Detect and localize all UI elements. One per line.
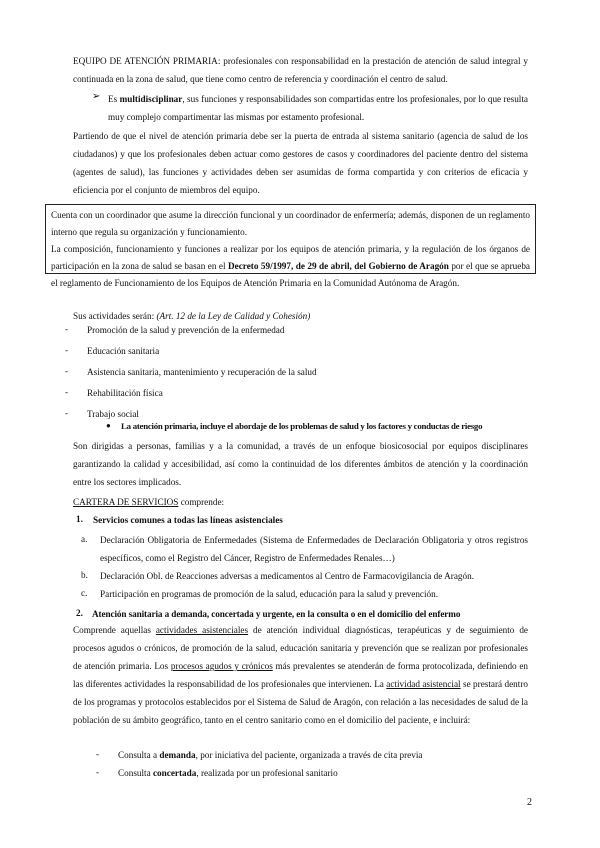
section-1-item: Declaración Obl. de Reacciones adversas a medicamentos al Centro de Farmacovigilancia de Aragón. xyxy=(100,571,474,581)
bullet-icon: ● xyxy=(106,421,111,430)
cartera-heading: CARTERA DE SERVICIOS comprende: xyxy=(73,497,225,507)
list-item: Rehabilitación física xyxy=(87,388,163,398)
list-item: Trabajo social xyxy=(87,409,139,419)
section-2-number: 2. xyxy=(76,608,83,618)
arrow-bullet-icon: ➢ xyxy=(92,91,101,102)
item-letter: a. xyxy=(81,534,88,544)
dash-icon: - xyxy=(96,767,100,777)
activities-intro: Sus actividades serán: (Art. 12 de la Ley de Calidad y Cohesión) xyxy=(73,311,311,321)
multidisciplinar-paragraph: Es multidisciplinar, sus funciones y responsabilidades son compartidas entre los profesionales, por lo que resulta muy complejo compartimentar las mismas por estamento profesional. xyxy=(108,94,528,122)
page-number: 2 xyxy=(527,797,532,808)
section-1-title: Servicios comunes a todas las líneas asistenciales xyxy=(93,515,283,525)
primary-care-paragraph: Partiendo de que el nivel de atención primaria debe ser la puerta de entrada al sistema sanitario (agencia de salud de los ciudadanos) y que los profesionales deben actuar como gestores de casos y coordinadores del paciente dentro del sistema (agentes de salud), las funciones y actividades deben ser asumidas de forma compartida y con criterios de eficacia y eficiencia por el conjunto de miembros del equipo. xyxy=(73,131,528,195)
list-item: Asistencia sanitaria, mantenimiento y recuperación de la salud xyxy=(87,367,317,377)
intro-text: : profesionales con responsabilidad en la prestación de atención de salud integral y continuada en la zona de salud, que tiene como centro de referencia y coordinación el centro de salud. xyxy=(73,56,528,84)
list-item: Educación sanitaria xyxy=(87,346,160,356)
dash-icon: - xyxy=(65,366,69,376)
intro-lead: EQUIPO DE ATENCIÓN PRIMARIA xyxy=(73,56,218,66)
list-item: Promoción de la salud y prevención de la enfermedad xyxy=(87,325,285,335)
section-2-title: Atención sanitaria a demanda, concertada y urgente, en la consulta o en el domicilio del enfermo xyxy=(92,609,461,619)
law-reference: (Art. 12 de la Ley de Calidad y Cohesión) xyxy=(156,311,311,321)
decree-reference: Decreto 59/1997, de 29 de abril, del Gobierno de Aragón xyxy=(228,261,449,271)
dash-icon: - xyxy=(65,387,69,397)
coordination-box xyxy=(45,204,536,288)
section-1-item: Participación en programas de promoción de la salud, educación para la salud y prevención. xyxy=(100,589,439,599)
box-paragraph-1: Cuenta con un coordinador que asume la dirección funcional y un coordinador de enfermería; además, disponen de un reglamento interno que regula su organización y funcionamiento. xyxy=(51,210,530,237)
dash-icon: - xyxy=(65,324,69,334)
consultation-item: Consulta a demanda, por iniciativa del paciente, organizada a través de cita previa xyxy=(118,750,423,760)
approach-paragraph: Son dirigidas a personas, familias y a la comunidad, a través de un enfoque biosicosocial por equipos disciplinares garantizando la calidad y accesibilidad, así como la continuidad de los diferentes ámbitos de atención y la coordinación entre los sectores implicados. xyxy=(73,441,528,487)
dash-icon: - xyxy=(65,345,69,355)
risk-factors-heading: La atención primaria, incluye el abordaje de los problemas de salud y los factores y conductas de riesgo xyxy=(121,421,483,431)
dash-icon: - xyxy=(96,749,100,759)
section-1-item: Declaración Obligatoria de Enfermedades (Sistema de Enfermedades de Declaración Obligatoria y otros registros específicos, como el Registro del Cáncer, Registro de Enfermedades Renales…) xyxy=(100,535,528,563)
cartera-label: CARTERA DE SERVICIOS xyxy=(73,497,179,507)
box-paragraph-2: La composición, funcionamiento y funciones a realizar por los equipos de atención primaria, y la regulación de los órganos de participación en la zona de salud se basan en el Decreto 59/1997, de 29 de abril, del Gobierno de Aragón por el que se aprueba el reglamento de Funcionamiento de los Equipos de Atención Primaria en la Comunidad Autónoma de Aragón. xyxy=(51,244,530,288)
intro-paragraph xyxy=(73,52,528,88)
multidisciplinar-term: multidisciplinar xyxy=(119,94,183,104)
item-letter: b. xyxy=(81,570,88,580)
section-2-paragraph: Comprende aquellas actividades asistenciales de atención individual diagnósticas, terapéuticas y de seguimiento de procesos agudos o crónicos, de promoción de la salud, educación sanitaria y prevención que se realizan por profesionales de atención primaria. Los procesos agudos y crónicos más prevalentes se atenderán de forma protocolizada, definiendo en las diferentes actividades la responsabilidad de los profesionales que intervienen. La actividad asistencial se prestará dentro de los programas y protocolos establecidos por el Sistema de Salud de Aragón, con relación a las necesidades de salud de la población de su ámbito geográfico, tanto en el centro sanitario como en el domicilio del paciente, e incluirá: xyxy=(73,625,529,725)
consultation-item: Consulta concertada, realizada por un profesional sanitario xyxy=(118,768,338,778)
item-letter: c. xyxy=(81,588,88,598)
section-1-number: 1. xyxy=(76,514,83,524)
dash-icon: - xyxy=(65,408,69,418)
